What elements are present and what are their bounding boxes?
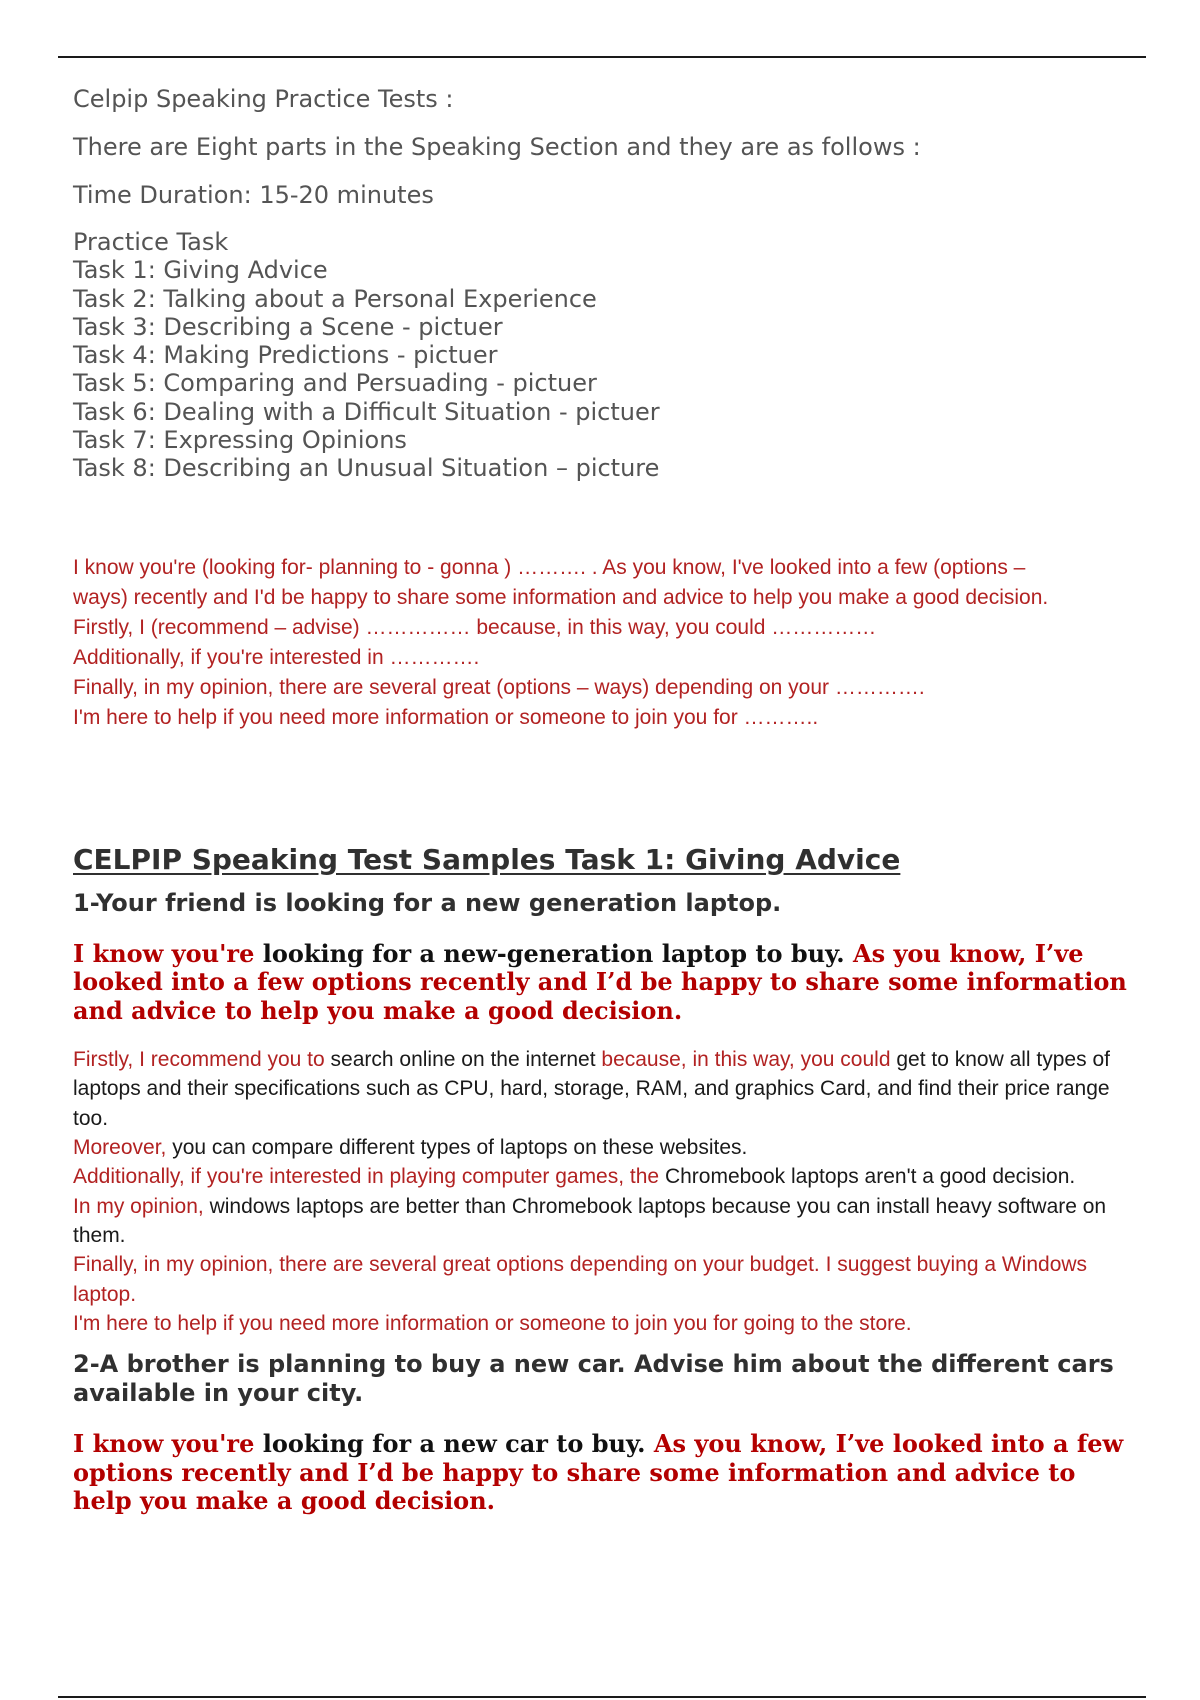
page-title: Celpip Speaking Practice Tests : [73,85,454,113]
answer-paragraph [73,1133,1133,1162]
dark-text: you can compare different types of laptops on these websites. [172,1136,748,1160]
task-item: Task 7: Expressing Opinions [73,426,407,455]
task-item: Task 3: Describing a Scene - pictuer [73,312,503,341]
red-text: Additionally, if you're interested in playing computer games, the [73,1165,665,1189]
task-item: Task 5: Comparing and Persuading - pictuer [73,369,597,398]
red-text: I'm here to help if you need more information or someone to join you for going to the store. [73,1311,912,1335]
intro-text: There are Eight parts in the Speaking Section and they are as follows : [73,133,921,161]
task-item: Task 1: Giving Advice [73,256,328,285]
task-list-heading: Practice Task [73,228,229,256]
dark-text: get to know all types of laptops and their specifications such as CPU, hard, storage, RAM, and graphics Card, and find their price range too. [73,1048,1110,1130]
top-rule [58,56,1146,58]
question-2: 2-A brother is planning to buy a new car. Advise him about the different cars available in your city. [73,1350,1114,1408]
answer-paragraph [73,1045,1133,1133]
template-line: I know you're (looking for- planning to - gonna ) ………. . As you know, I've looked into a few (options – [73,555,1026,579]
answer-paragraph [73,1192,1133,1251]
red-text: because, in this way, you could [601,1048,897,1072]
answer-paragraph [73,1309,1133,1338]
template-line: Finally, in my opinion, there are several great (options – ways) depending on your …………. [73,675,925,699]
task-item: Task 2: Talking about a Personal Experience [73,284,597,313]
intro-red: As you know, I’ve looked into a few options recently and I’d be happy to share some information and advice to help you make a good decision. [73,1429,1124,1516]
intro-dark: looking for a new-generation laptop to buy. [262,938,845,968]
answer-2-intro [73,1430,1133,1516]
red-text: Moreover, [73,1136,173,1160]
template-line: I'm here to help if you need more information or someone to join you for ……….. [73,705,819,729]
answer-1-intro [73,940,1133,1026]
answer-paragraph [73,1250,1133,1309]
question-1: 1-Your friend is looking for a new generation laptop. [73,888,782,917]
answer-1-body [73,1045,1133,1338]
intro-red: As you know, I’ve looked into a few options recently and I’d be happy to share some information and advice to help you make a good decision. [73,938,1127,1025]
samples-title: CELPIP Speaking Test Samples Task 1: Giving Advice [73,842,901,876]
dark-text: Chromebook laptops aren't a good decision. [664,1165,1076,1189]
bottom-rule [58,1696,1146,1698]
intro-dark: looking for a new car to buy. [262,1429,646,1459]
intro-red: I know you're [73,938,263,968]
template-line: ways) recently and I'd be happy to share some information and advice to help you make a good decision. [73,585,1049,609]
intro-red: I know you're [73,1429,263,1459]
template-line: Additionally, if you're interested in …………. [73,645,480,669]
red-text: Firstly, I recommend you to [73,1048,331,1072]
task-item: Task 6: Dealing with a Difficult Situation - pictuer [73,397,660,426]
dark-text: windows laptops are better than Chromebook laptops because you can install heavy software on them. [73,1194,1107,1247]
answer-paragraph [73,1162,1133,1191]
dark-text: search online on the internet [330,1048,602,1072]
task-item: Task 4: Making Predictions - pictuer [73,341,498,370]
answer-template [73,553,1133,733]
page-content [73,84,1133,1516]
red-text: Finally, in my opinion, there are several great options depending on your budget. I suggest buying a Windows laptop. [73,1253,1088,1306]
task-item: Task 8: Describing an Unusual Situation – picture [73,454,660,483]
template-line: Firstly, I (recommend – advise) …………… because, in this way, you could …………… [73,615,877,639]
task-list [73,228,1133,483]
red-text: In my opinion, [73,1194,210,1218]
duration-text: Time Duration: 15-20 minutes [73,181,434,209]
